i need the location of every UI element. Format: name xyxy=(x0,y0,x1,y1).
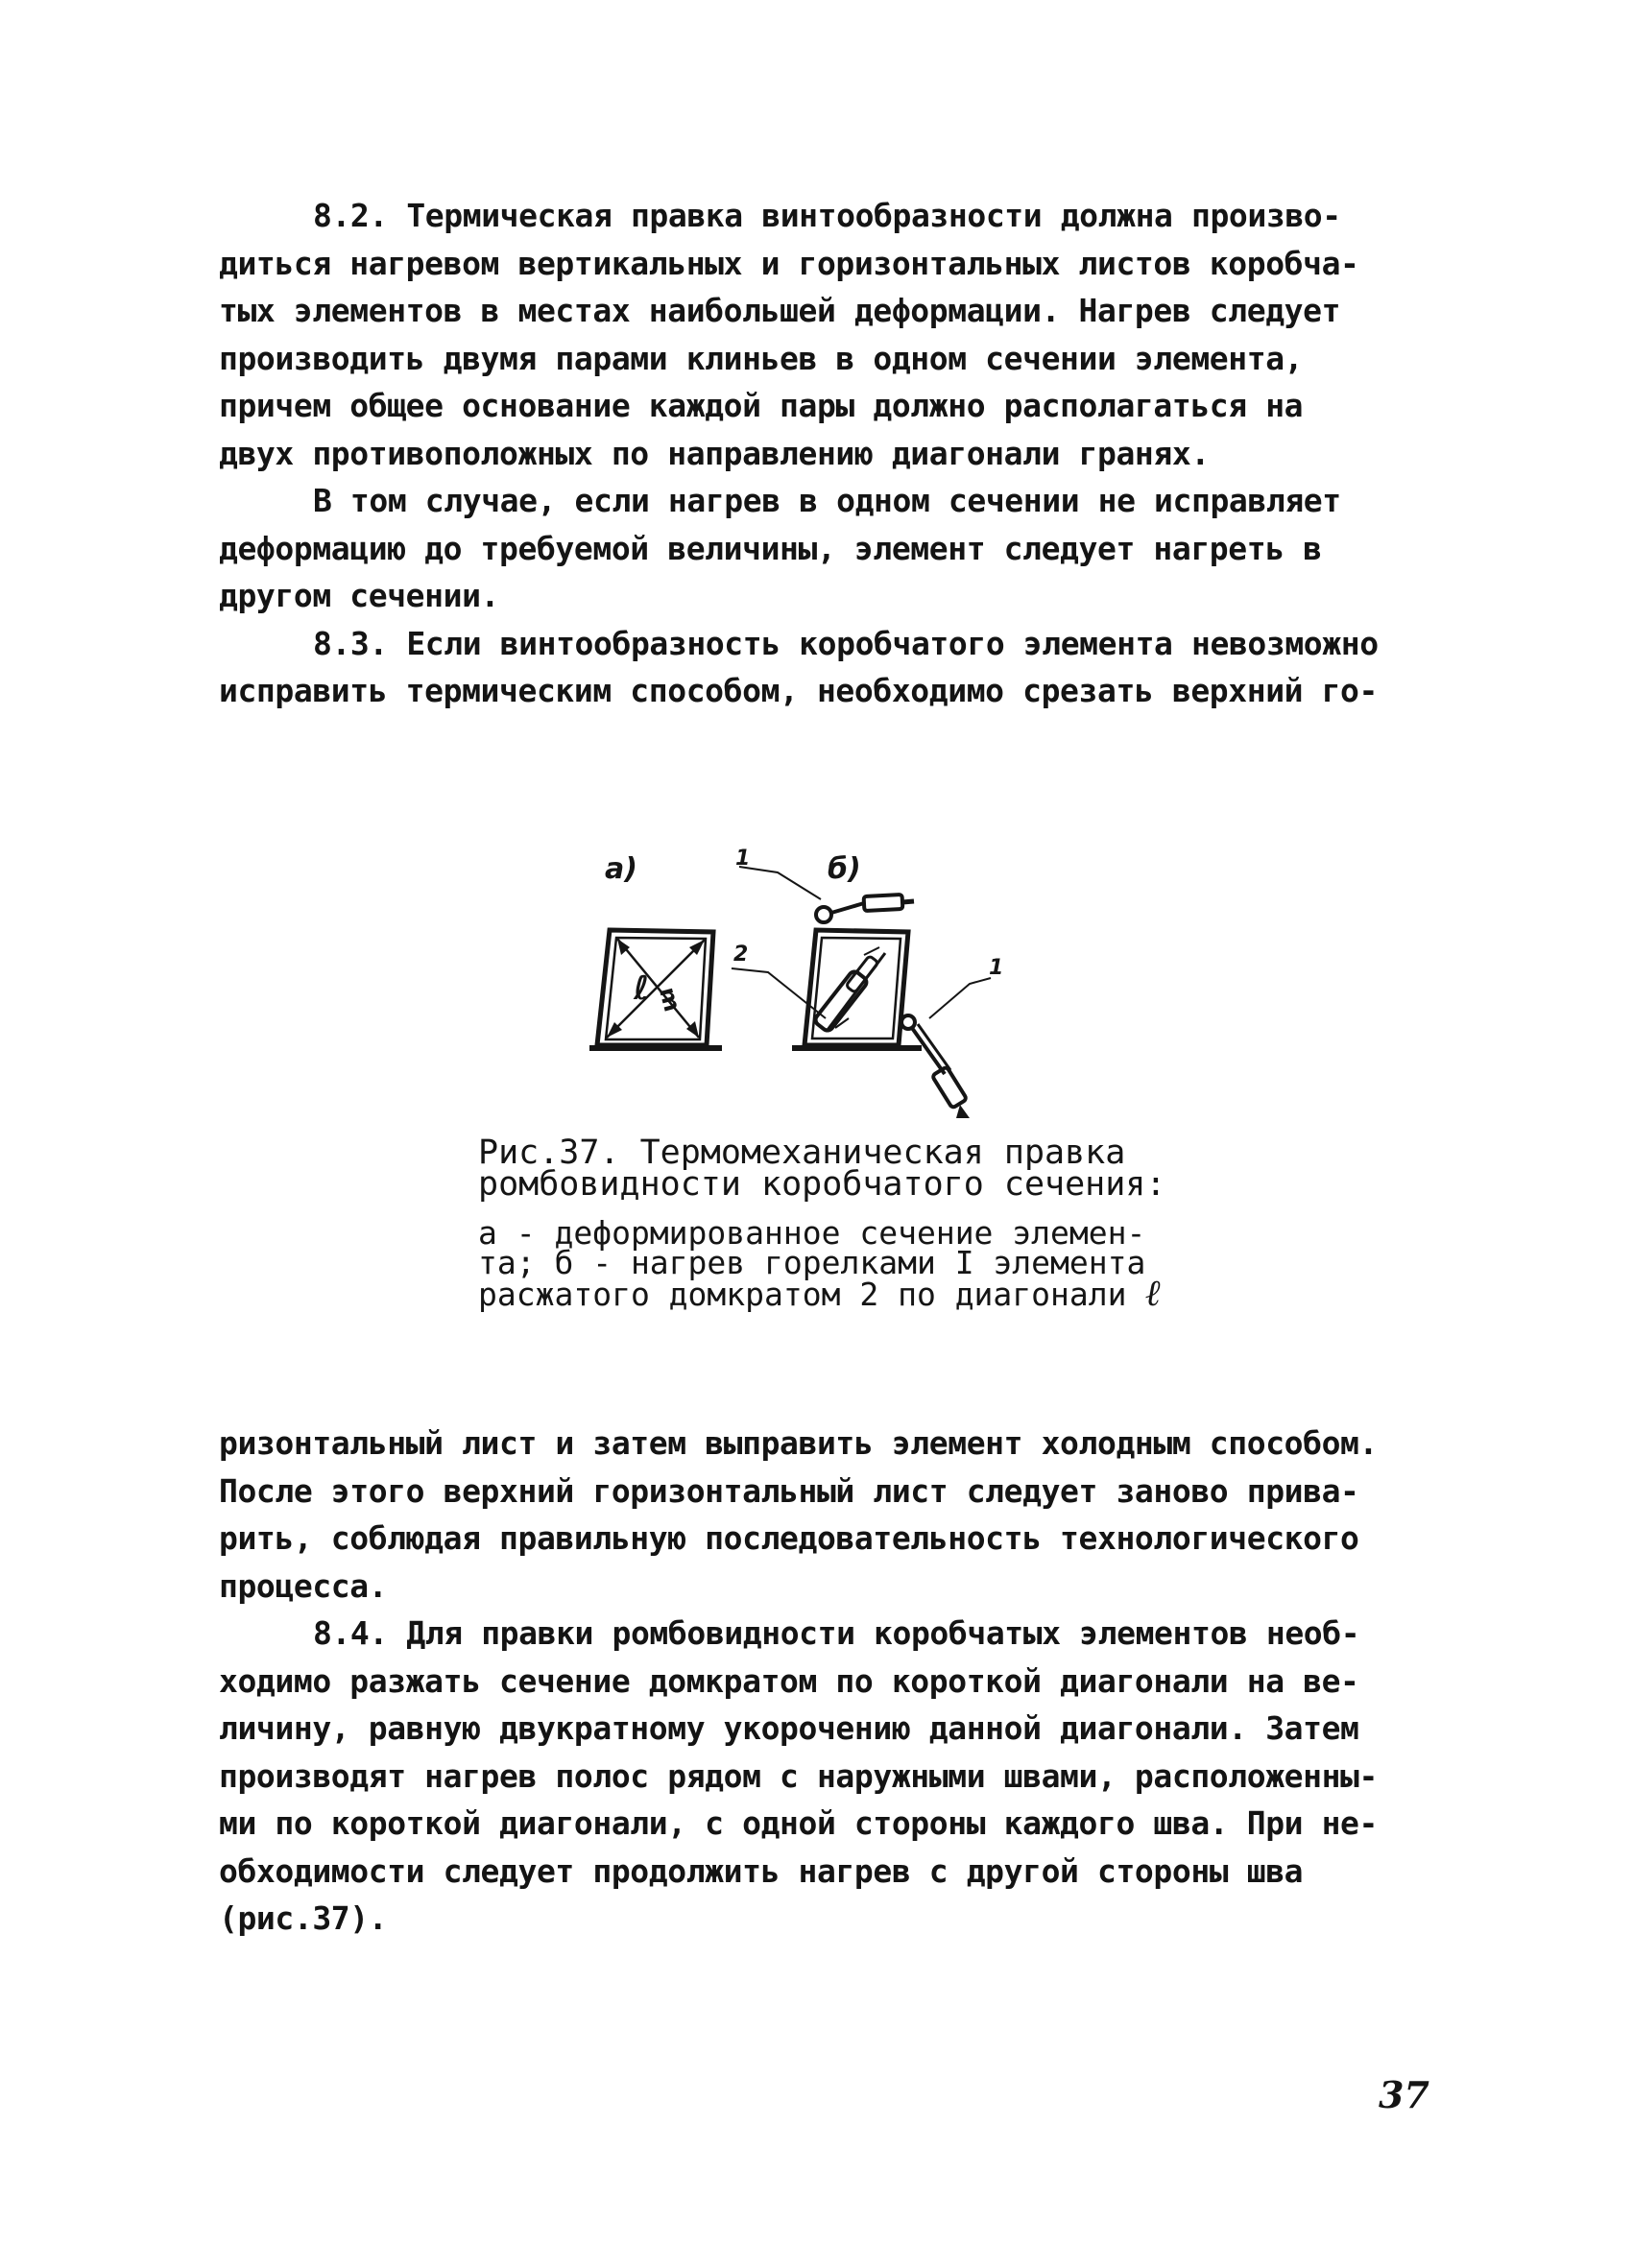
burner-nozzle-side xyxy=(901,1015,915,1029)
burner-nozzle-top xyxy=(816,907,831,922)
text-line: 8.2. Термическая правка винтообразности должна произво- xyxy=(313,197,1341,234)
text-line: (рис.37). xyxy=(219,1899,388,1937)
text-line: причем общее основание каждой пары должно располагаться на xyxy=(219,387,1304,424)
leader-line xyxy=(739,867,821,899)
burner-handle-side xyxy=(932,1066,967,1108)
text-line: диться нагревом вертикальных и горизонтальных листов коробча- xyxy=(219,244,1359,282)
text-line: После этого верхний горизонтальный лист следует заново прива- xyxy=(219,1471,1359,1510)
text-line: личину, равную двукратному укорочению данной диагонали. Затем xyxy=(219,1709,1359,1747)
burner-pipe-side-2 xyxy=(918,1024,950,1070)
figure-label-b: б) xyxy=(828,852,861,886)
callout-1-right: 1 xyxy=(989,956,1004,980)
caption-legend-line: а - деформированное сечение элемен- xyxy=(478,1214,1146,1252)
callout-2: 2 xyxy=(733,943,749,967)
text-line: процесса. xyxy=(219,1566,388,1605)
callout-1-top: 1 xyxy=(735,847,751,871)
figure-caption xyxy=(478,1134,1208,1314)
text-line: ми по короткой диагонали, с одной стороны каждого шва. При не- xyxy=(219,1804,1378,1842)
leader-line xyxy=(929,978,991,1018)
figure-part-b xyxy=(732,847,1003,1118)
text-line: тых элементов в местах наибольшей деформации. Нагрев следует xyxy=(219,292,1341,329)
text-line: ходимо разжать сечение домкратом по короткой диагонали на ве- xyxy=(219,1661,1359,1700)
text-line: В том случае, если нагрев в одном сечении не исправляет xyxy=(313,482,1341,519)
page-number: 37 xyxy=(1379,2073,1429,2116)
text-line: обходимости следует продолжить нагрев с другой стороны шва xyxy=(219,1851,1304,1890)
figure-part-a xyxy=(589,852,722,1048)
text-line: ризонтальный лист и затем выправить элемент холодным способом. xyxy=(219,1424,1378,1462)
burner-tip-top xyxy=(902,901,914,902)
text-line: 8.4. Для правки ромбовидности коробчатых элементов необ- xyxy=(313,1614,1360,1652)
jack xyxy=(813,947,885,1033)
text-line: 8.3. Если винтообразность коробчатого элемента невозможно xyxy=(313,624,1379,662)
caption-legend-line: та; б - нагрев горелками I элемента xyxy=(478,1244,1146,1281)
text-line: другом сечении. xyxy=(219,577,500,614)
diagonal-label-l: ℓ xyxy=(634,969,650,1008)
section-b-inner xyxy=(812,938,901,1039)
text-line: производят нагрев полос рядом с наружными швами, расположенны- xyxy=(219,1756,1378,1795)
figure-37-diagram xyxy=(576,830,1075,1128)
burner-pipe-top xyxy=(831,903,864,913)
diagonal-m xyxy=(617,939,699,1038)
text-line: двух противоположных по направлению диагонали гранях. xyxy=(219,434,1210,472)
text-line: деформацию до требуемой величины, элемент следует нагреть в xyxy=(219,529,1322,567)
caption-title-line: ромбовидности коробчатого сечения: xyxy=(478,1165,1166,1204)
burner-handle-top xyxy=(864,895,903,911)
body-text-top xyxy=(219,192,1438,715)
caption-title-line: Рис.37. Термомеханическая правка xyxy=(478,1134,1126,1172)
body-text-bottom xyxy=(219,1420,1438,1943)
figure-label-a: а) xyxy=(605,852,637,886)
caption-symbol-l: ℓ xyxy=(1145,1271,1162,1314)
caption-legend-line: расжатого домкратом 2 по диагонали xyxy=(478,1276,1127,1313)
diagonal-label-m: m xyxy=(653,984,686,1015)
caption-legend-last xyxy=(478,1271,1208,1314)
text-line: производить двумя парами клиньев в одном сечении элемента, xyxy=(219,339,1304,377)
text-line: исправить термическим способом, необходимо срезать верхний го- xyxy=(219,672,1378,709)
text-line: рить, соблюдая правильную последовательность технологического xyxy=(219,1519,1359,1557)
